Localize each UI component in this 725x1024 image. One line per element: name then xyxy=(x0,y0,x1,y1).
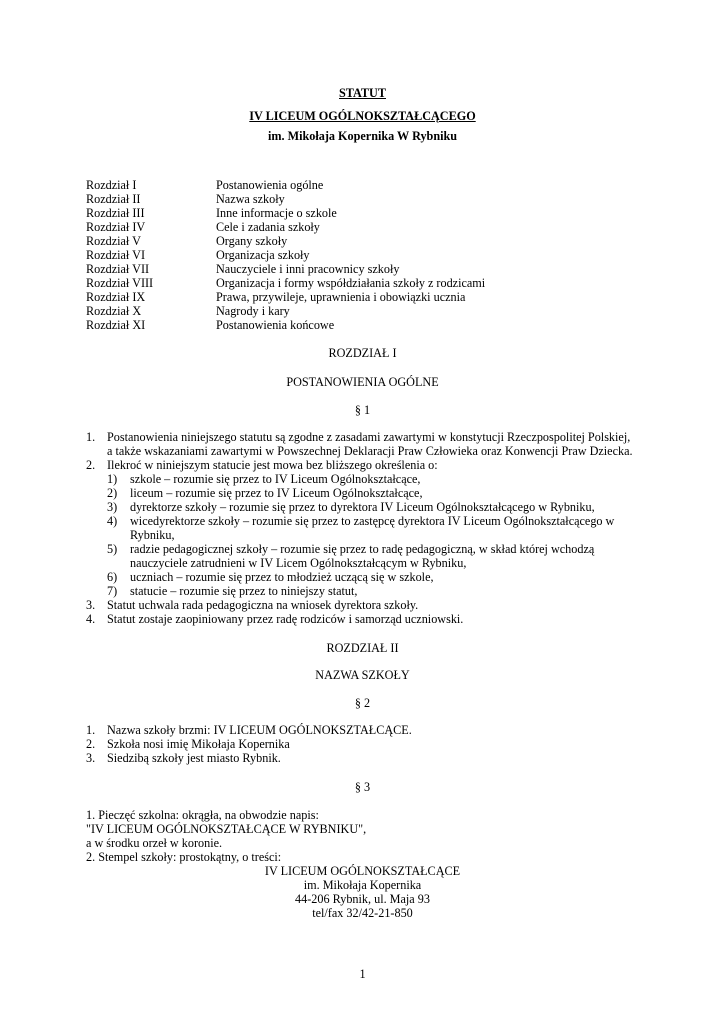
toc-title: Postanowienia ogólne xyxy=(216,178,324,192)
paragraph-number: 1. xyxy=(86,723,96,737)
seal-center: a w środku orzeł w koronie. xyxy=(86,836,223,850)
toc-chapter: Rozdział IV xyxy=(86,220,146,234)
toc-title: Inne informacje o szkole xyxy=(216,206,337,220)
toc-chapter: Rozdział III xyxy=(86,206,145,220)
toc-chapter: Rozdział VIII xyxy=(86,276,154,290)
paragraph-text: Statut zostaje zaopiniowany przez radę rodziców i samorząd uczniowski. xyxy=(107,612,464,626)
list-item-number: 5) xyxy=(107,542,118,556)
toc-title: Nauczyciele i inni pracownicy szkoły xyxy=(216,262,400,276)
toc-title: Organizacja szkoły xyxy=(216,248,310,262)
toc-chapter: Rozdział II xyxy=(86,192,141,206)
list-item: dyrektorze szkoły – rozumie się przez to dyrektora IV Liceum Ogólnokształcącego w Rybniku, xyxy=(130,500,595,514)
list-item: szkole – rozumie się przez to IV Liceum Ogólnokształcące, xyxy=(130,472,421,486)
toc-title: Nazwa szkoły xyxy=(216,192,285,206)
toc-title: Nagrody i kary xyxy=(216,304,290,318)
list-item-number: 4) xyxy=(107,514,118,528)
toc-title: Cele i zadania szkoły xyxy=(216,220,320,234)
list-item: radzie pedagogicznej szkoły – rozumie się przez to radę pedagogiczną, w skład której wchodzą xyxy=(130,542,595,556)
toc-title: Prawa, przywileje, uprawnienia i obowiązki ucznia xyxy=(216,290,466,304)
stamp-line: IV LICEUM OGÓLNOKSZTAŁCĄCE xyxy=(264,864,461,878)
list-item-number: 2) xyxy=(107,486,118,500)
stamp-line: tel/fax 32/42-21-850 xyxy=(312,906,413,920)
paragraph-number: 2. xyxy=(86,458,96,472)
stamp-line: im. Mikołaja Kopernika xyxy=(303,878,422,892)
list-item-number: 7) xyxy=(107,584,118,598)
section-3-mark: § 3 xyxy=(354,780,371,794)
paragraph-text: Siedzibą szkoły jest miasto Rybnik. xyxy=(107,751,281,765)
paragraph-number: 4. xyxy=(86,612,96,626)
chapter-1-name: POSTANOWIENIA OGÓLNE xyxy=(286,375,439,389)
toc-title: Organy szkoły xyxy=(216,234,288,248)
toc-title: Organizacja i formy współdziałania szkoły z rodzicami xyxy=(216,276,486,290)
list-item: statucie – rozumie się przez to niniejszy statut, xyxy=(130,584,358,598)
paragraph-text: Szkoła nosi imię Mikołaja Kopernika xyxy=(107,737,290,751)
toc-chapter: Rozdział VI xyxy=(86,248,146,262)
seal-description: 1. Pieczęć szkolna: okrągła, na obwodzie napis: xyxy=(86,808,319,822)
list-item-number: 3) xyxy=(107,500,118,514)
paragraph-number: 2. xyxy=(86,737,96,751)
toc-chapter: Rozdział X xyxy=(86,304,142,318)
paragraph-text: Postanowienia niniejszego statutu są zgodne z zasadami zawartymi w konstytucji Rzeczpospolitej Polskiej, xyxy=(107,430,631,444)
toc-chapter: Rozdział XI xyxy=(86,318,146,332)
stamp-description: 2. Stempel szkoły: prostokątny, o treści: xyxy=(86,850,282,864)
paragraph-text: Nazwa szkoły brzmi: IV LICEUM OGÓLNOKSZTAŁCĄCE. xyxy=(107,723,412,737)
document-title: STATUT xyxy=(339,86,386,100)
paragraph-number: 3. xyxy=(86,751,96,765)
paragraph-text: Statut uchwala rada pedagogiczna na wniosek dyrektora szkoły. xyxy=(107,598,419,612)
list-item: wicedyrektorze szkoły – rozumie się przez to zastępcę dyrektora IV Liceum Ogólnokształcącego w xyxy=(130,514,615,528)
document-patron: im. Mikołaja Kopernika W Rybniku xyxy=(267,129,458,143)
chapter-2-name: NAZWA SZKOŁY xyxy=(315,668,410,682)
toc-chapter: Rozdział V xyxy=(86,234,141,248)
paragraph-text: Ilekroć w niniejszym statucie jest mowa bez bliższego określenia o: xyxy=(107,458,438,472)
toc-title: Postanowienia końcowe xyxy=(216,318,335,332)
chapter-1-heading: ROZDZIAŁ I xyxy=(328,346,397,360)
document-subtitle: IV LICEUM OGÓLNOKSZTAŁCĄCEGO xyxy=(249,109,476,123)
list-item: liceum – rozumie się przez to IV Liceum Ogólnokształcące, xyxy=(130,486,423,500)
toc-chapter: Rozdział I xyxy=(86,178,137,192)
list-item-cont: Rybniku, xyxy=(130,528,175,542)
paragraph-text-cont: a także wskazaniami zawartymi w Powszechnej Deklaracji Praw Człowieka oraz Konwencji Praw Dziecka. xyxy=(107,444,633,458)
paragraph-number: 1. xyxy=(86,430,96,444)
list-item-cont: nauczyciele zatrudnieni w IV Licem Ogólnokształcącym w Rybniku, xyxy=(130,556,467,570)
toc-chapter: Rozdział VII xyxy=(86,262,150,276)
stamp-line: 44-206 Rybnik, ul. Maja 93 xyxy=(295,892,430,906)
toc-chapter: Rozdział IX xyxy=(86,290,146,304)
chapter-2-heading: ROZDZIAŁ II xyxy=(326,641,399,655)
section-1-mark: § 1 xyxy=(354,403,371,417)
list-item-number: 6) xyxy=(107,570,118,584)
paragraph-number: 3. xyxy=(86,598,96,612)
list-item: uczniach – rozumie się przez to młodzież uczącą się w szkole, xyxy=(130,570,434,584)
section-2-mark: § 2 xyxy=(354,696,371,710)
seal-inscription: "IV LICEUM OGÓLNOKSZTAŁCĄCE W RYBNIKU", xyxy=(86,822,367,836)
list-item-number: 1) xyxy=(107,472,118,486)
page-number: 1 xyxy=(359,967,366,981)
